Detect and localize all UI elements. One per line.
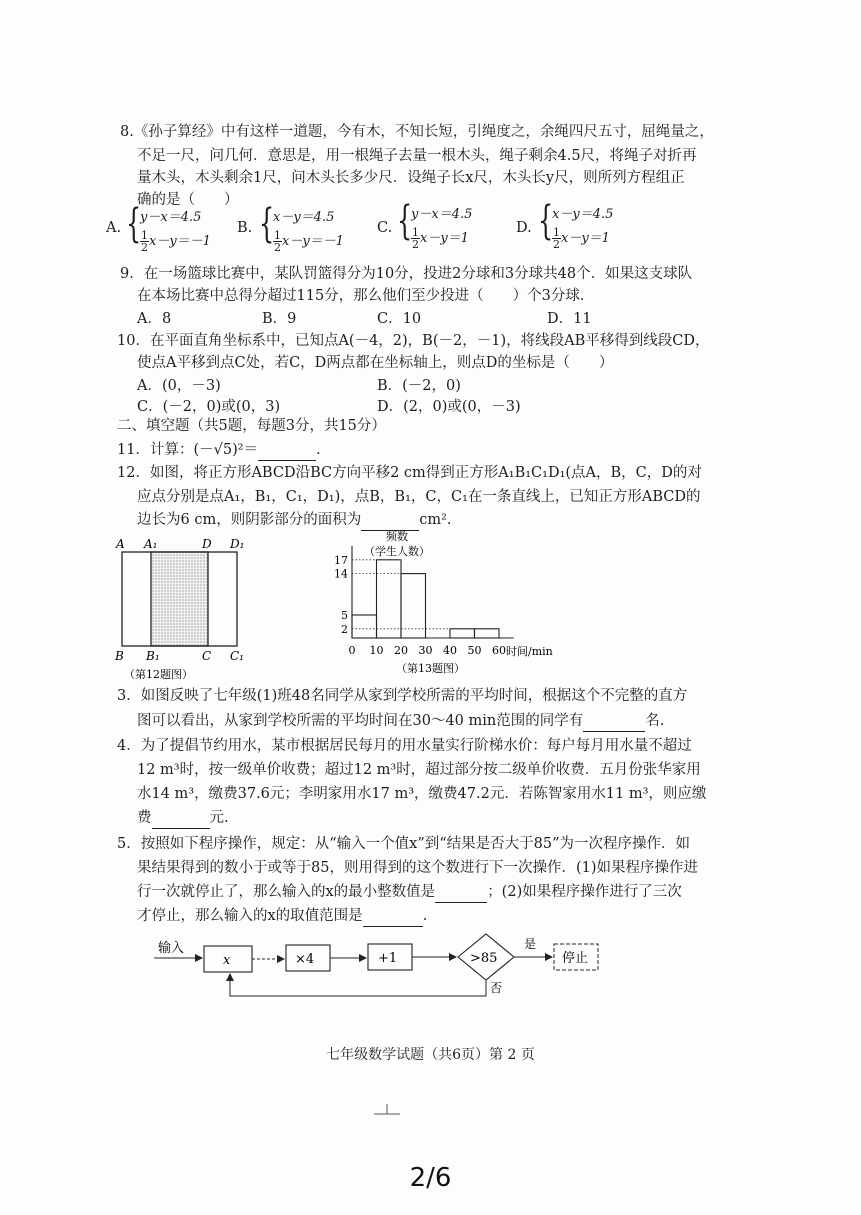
q15-line1: 5．按照如下程序操作，规定：从“输入一个值x”到“结果是否大于85”为一次程序操作．如 [117,836,691,852]
q8-option-d-eq1: x－y＝4.5 [552,207,614,222]
section-2-heading: 二、填空题（共5题，每题3分，共15分） [117,418,386,434]
q8-option-a-system: { y－x＝4.5 $\frac{1}{2}$ x－y＝－1 [126,201,211,254]
q8-option-b-system: { x－y＝4.5 $\frac{1}{2}$ x－y＝－1 [259,201,344,254]
q10-option-c: C．(－2，0)或(0，3) [137,399,281,415]
histogram-xtick-10: 10 [369,644,384,657]
q8-line1: 8.《孙子算经》中有这样一道题，今有木，不知长短，引绳度之，余绳四尺五寸，屈绳量之， [120,124,714,140]
q15-line4-tail: . [422,908,428,924]
q11-tail: . [316,442,321,458]
fraction-half: $\frac{1}{2}$ [412,226,419,251]
q10-option-d: D．(2，0)或(0，－3) [377,399,521,415]
histogram-xlabel: 时间/min [506,645,553,658]
figure-13-histogram [330,530,580,686]
histogram-bar-50-60 [475,629,500,638]
q8-option-b-label: B. [237,220,253,236]
histogram-ytick-14: 14 [334,567,348,581]
q11-text: 11．计算：(－√5)²＝ [117,442,259,458]
q15-line4-text: 才停止，那么输入的x的取值范围是 [137,908,363,924]
histogram-bar-40-50 [450,629,475,638]
q14-answer-blank [152,808,210,829]
q15-answer-blank-2 [363,906,423,927]
label-b1: B₁ [146,649,160,663]
figure-13-caption: （第13题图） [396,662,465,675]
flow-yes-label: 是 [524,937,537,951]
histogram-xtick-20: 20 [394,644,408,657]
histogram-bar-10-20 [377,560,402,638]
figure-12-squares [110,536,270,684]
q9-option-c: C．10 [377,311,422,327]
q8-option-c-system: { y－x＝4.5 $\frac{1}{2}$ x－y＝1 [397,198,473,251]
q13-answer-blank [583,711,645,732]
label-a1: A₁ [144,537,158,551]
q12-answer-blank [361,510,419,531]
histogram-ticks [334,554,506,657]
flow-input-label: 输入 [158,941,185,956]
q12-line3 [137,510,452,531]
fraction-half: $\frac{1}{2}$ [553,226,560,251]
q8-option-c-eq1: y－x＝4.5 [411,207,473,222]
q12-line1: 12．如图，将正方形ABCD沿BC方向平移2 cm得到正方形A₁B₁C₁D₁(点A，B，C，D的对 [117,465,702,481]
label-c: C [202,649,212,663]
q15-line3-tail: ；(2)如果程序操作进行了三次 [487,884,682,900]
label-a: A [116,537,125,551]
q9-line1: 9．在一场篮球比赛中，某队罚篮得分为10分，投进2分球和3分球共48个．如果这支球队 [120,266,693,282]
q10-option-a: A．(0，－3) [137,378,221,394]
q8-option-c-label: C. [377,220,393,236]
program-flowchart [150,930,620,1002]
label-d: D [202,537,212,551]
q13-line2-text: 图可以看出，从家到学校所需的平均时间在30～40 min范围的同学有 [137,713,584,729]
q8-option-a-eq2: x－y＝－1 [149,234,211,249]
q12-unit: cm². [419,512,452,528]
histogram-ytick-2: 2 [341,622,348,636]
histogram-xtick-0: 0 [348,644,356,657]
q8-option-d-label: D. [516,220,532,236]
q9-option-a: A．8 [137,311,172,327]
flow-loop-back-arrow [230,974,486,996]
histogram-ylabel-line2: （学生人数） [364,545,430,558]
q15-line3 [137,882,682,903]
histogram-xtick-40: 40 [443,644,457,657]
histogram-bar-20-30 [401,574,426,638]
q10-option-b: B．(－2，0) [377,378,461,394]
binding-mark-icon [372,1102,402,1118]
q15-line4 [137,906,427,927]
flow-box-add-text: +1 [378,951,398,966]
q9-option-d: D．11 [547,311,592,327]
flow-no-label: 否 [490,981,503,995]
label-b: B [115,649,124,663]
q8-line2: 不足一尺，问几何．意思是，用一根绳子去量一根木头，绳子剩余4.5尺，将绳子对折再 [137,148,697,164]
q15-line3-text: 行一次就停止了，那么输入的x的最小整数值是 [137,884,436,900]
histogram-xtick-30: 30 [418,644,433,657]
q14-line4-text: 费 [137,810,152,826]
q9-line2: 在本场比赛中总得分超过115分，那么他们至少投进（ ）个3分球． [137,288,595,304]
q12-line2: 应点分别是点A₁，B₁，C₁，D₁)，点B，B₁，C，C₁在一条直线上，已知正方形ABCD的 [137,489,701,505]
fraction-half: $\frac{1}{2}$ [141,229,148,254]
q14-tail: 元. [209,810,229,826]
q11-answer-blank [258,440,316,461]
q13-line2 [137,711,664,732]
page-indicator: 2/6 [409,1163,452,1193]
q8-option-d-system: { x－y＝4.5 $\frac{1}{2}$ x－y＝1 [538,198,614,251]
flow-box-multiply-text: ×4 [295,952,315,967]
q15-answer-blank-1 [435,882,487,903]
q14-line3: 水14 m³，缴费37.6元；李明家用水17 m³，缴费47.2元．若陈智家用水11 m³，则应缴 [137,786,707,802]
q12-line3-text: 边长为6 cm，则阴影部分的面积为 [137,512,362,528]
q13-tail: 名. [645,713,665,729]
shaded-region [151,552,208,646]
histogram-ytick-5: 5 [341,609,348,622]
q8-line4: 确的是（ ） [137,192,239,208]
label-d1: D₁ [230,537,245,551]
histogram-xtick-50: 50 [467,644,482,657]
q15-line2: 果结果得到的数小于或等于85，则用得到的这个数进行下一次操作．(1)如果程序操作进 [137,860,698,876]
q8-option-c-eq2: x－y＝1 [420,231,469,246]
histogram-ytick-17: 17 [334,553,348,567]
q14-line1: 4．为了提倡节约用水，某市根据居民每月的用水量实行阶梯水价：每户每月用水量不超过 [117,738,692,754]
flow-stop-text: 停止 [562,951,589,966]
q8-line3: 量木头，木头剩余1尺，问木头长多少尺．设绳子长x尺，木头长y尺，则所列方程组正 [137,170,685,186]
label-c1: C₁ [230,649,244,663]
histogram-ylabel-line1: 频数 [386,530,408,543]
q8-option-a-eq1: y－x＝4.5 [140,210,202,225]
q10-line1: 10．在平面直角坐标系中，已知点A(－4，2)，B(－2，－1)，将线段AB平移得到线段CD， [117,333,710,349]
flow-decision-text: >85 [470,951,498,966]
flow-box-x-text: x [223,953,231,968]
q10-line2: 使点A平移到点C处，若C，D两点都在坐标轴上，则点D的坐标是（ ） [137,355,614,371]
histogram-bars [352,560,499,638]
fraction-half: $\frac{1}{2}$ [274,229,281,254]
q13-line1: 3．如图反映了七年级(1)班48名同学从家到学校所需的平均时间，根据这个不完整的直方 [117,688,688,704]
histogram-xtick-60: 60 [492,644,506,657]
q14-line2: 12 m³时，按一级单价收费；超过12 m³时，超过部分按二级单价收费．五月份张华家用 [137,762,701,778]
q9-option-b: B．9 [262,311,297,327]
q11-line [117,440,321,461]
q8-option-a-label: A. [106,220,122,236]
q14-line4 [137,808,229,829]
figure-12-caption: （第12题图） [124,668,193,681]
q8-option-d-eq2: x－y＝1 [561,231,610,246]
page-footer: 七年级数学试题（共6页）第 2 页 [326,1047,535,1063]
q8-option-b-eq2: x－y＝－1 [282,234,344,249]
q8-option-b-eq1: x－y＝4.5 [273,210,335,225]
histogram-bar-0-10 [352,615,377,638]
